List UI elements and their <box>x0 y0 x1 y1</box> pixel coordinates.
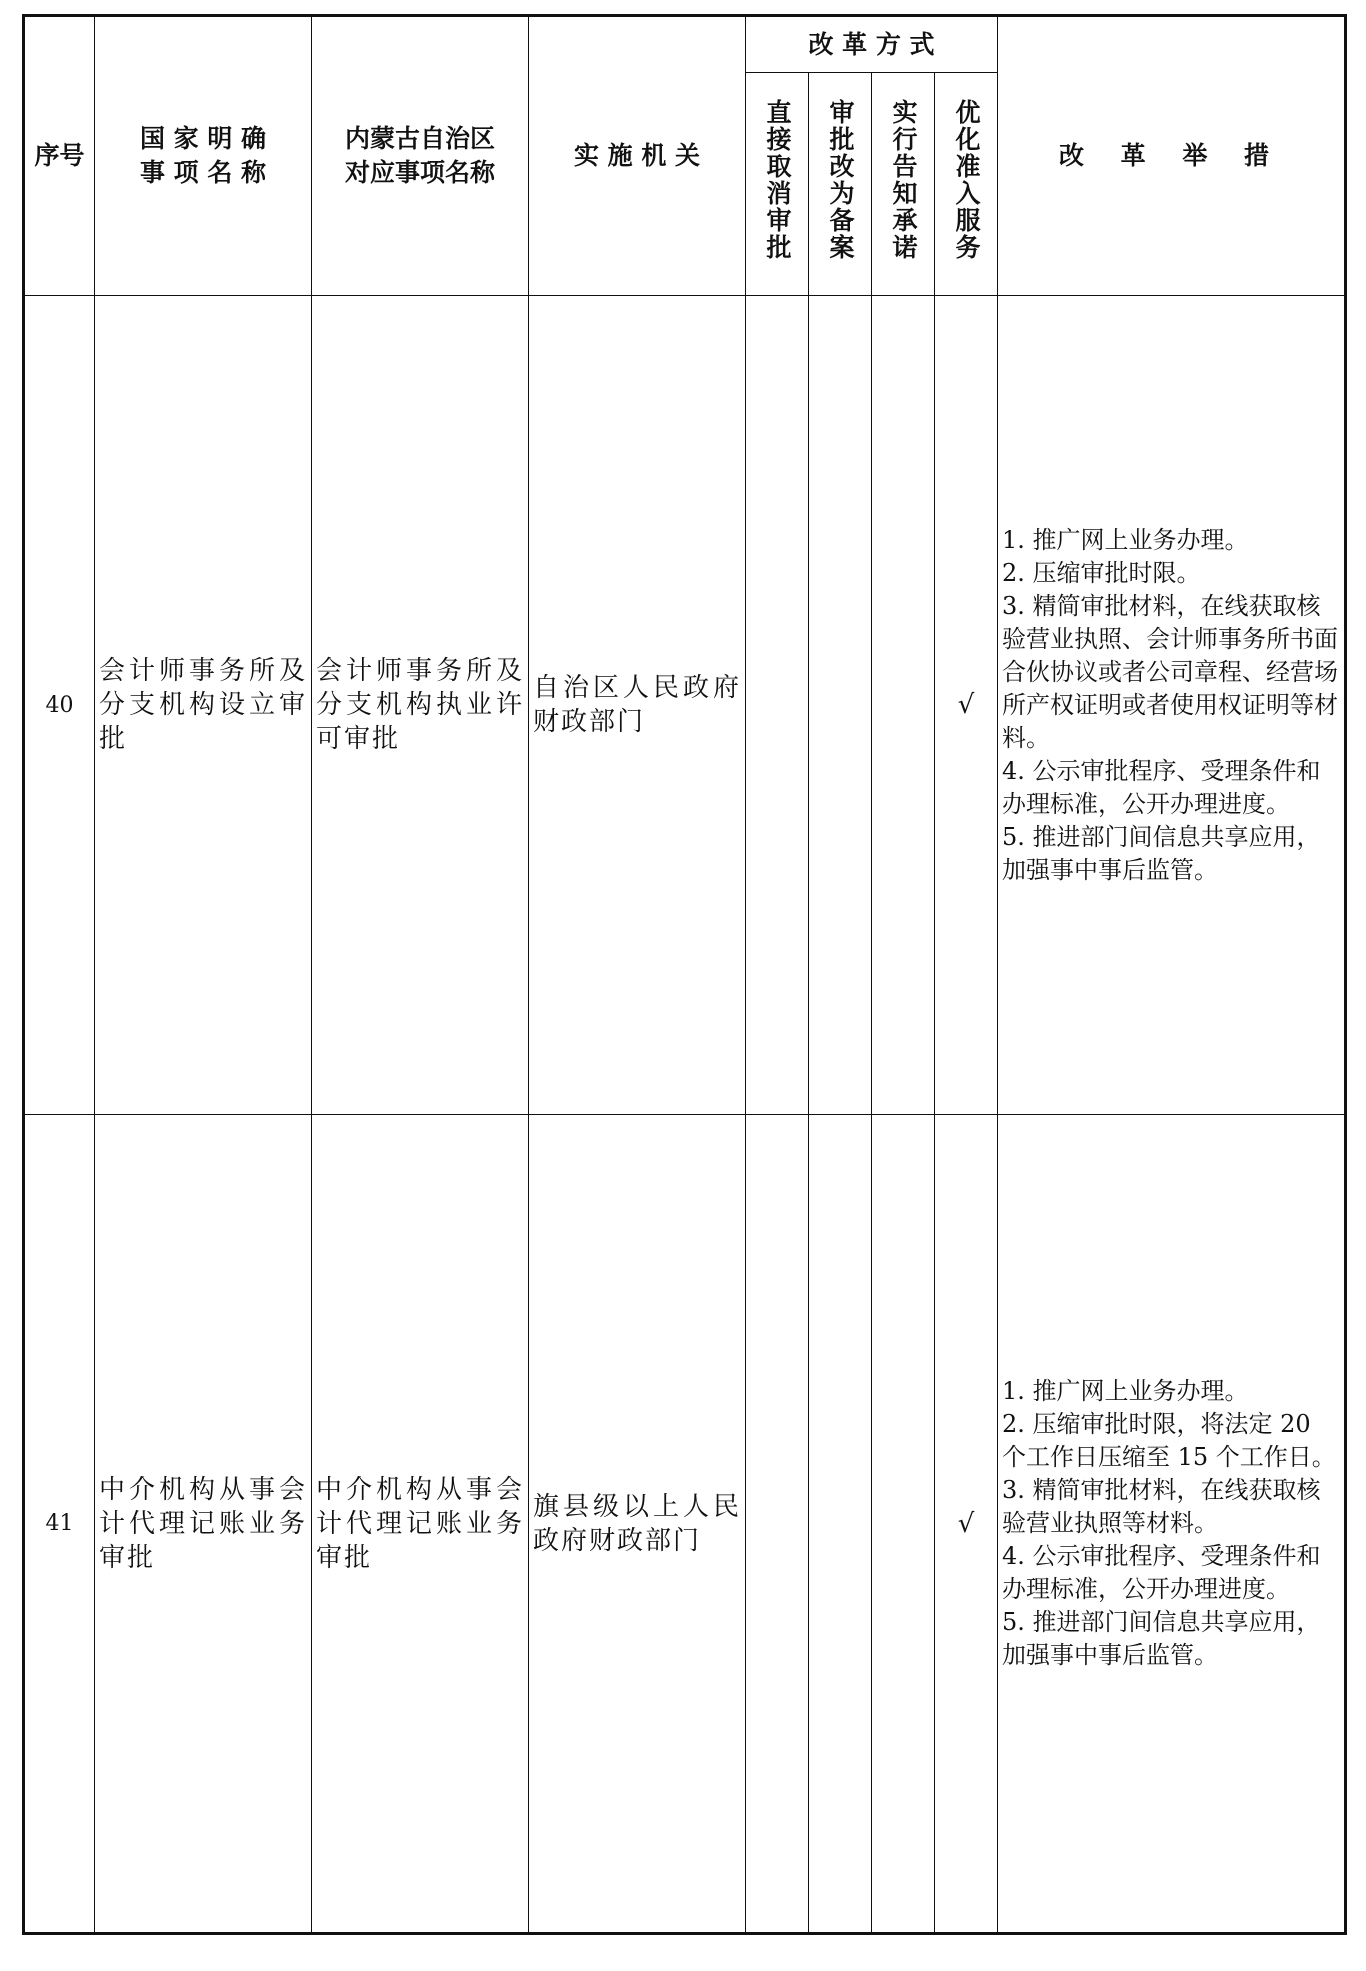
row-optimize-mark: √ <box>935 296 998 1115</box>
measure-item: 3. 精简审批材料，在线获取核验营业执照、会计师事务所书面合伙协议或者公司章程、经营场所产权证明或者使用权证明等材料。 <box>1002 591 1338 752</box>
row-seq: 41 <box>24 1115 95 1934</box>
measure-item: 4. 公示审批程序、受理条件和办理标准，公开办理进度。 <box>1002 756 1321 818</box>
row-region-item: 会计师事务所及分支机构执业许可审批 <box>312 296 529 1115</box>
reform-table <box>22 14 1347 1935</box>
table-row <box>24 1115 1346 1934</box>
measure-item: 5. 推进部门间信息共享应用，加强事中事后监管。 <box>1002 822 1321 884</box>
measure-item: 2. 压缩审批时限。 <box>1002 558 1201 587</box>
row-measures <box>998 296 1346 1115</box>
row-commitment-mark <box>872 1115 935 1934</box>
row-commitment-mark <box>872 296 935 1115</box>
row-region-item: 中介机构从事会计代理记账业务审批 <box>312 1115 529 1934</box>
row-cancel-mark <box>746 1115 809 1934</box>
header-measures: 改 革 举 措 <box>998 16 1346 296</box>
header-region-item: 内蒙古自治区 对应事项名称 <box>312 16 529 296</box>
row-filing-mark <box>809 1115 872 1934</box>
measure-item: 1. 推广网上业务办理。 <box>1002 1377 1249 1405</box>
measure-item: 1. 推广网上业务办理。 <box>1002 525 1249 554</box>
header-national-item: 国 家 明 确 事 项 名 称 <box>95 16 312 296</box>
header-mode-optimize: 优化准入服务 <box>952 98 981 261</box>
header-seq: 序号 <box>24 16 95 296</box>
header-row-1 <box>24 16 1346 73</box>
header-mode-cancel: 直接取消审批 <box>763 98 792 261</box>
measure-item: 5. 推进部门间信息共享应用，加强事中事后监管。 <box>1002 1608 1321 1669</box>
measure-item: 3. 精简审批材料，在线获取核验营业执照等材料。 <box>1002 1476 1321 1537</box>
header-mode-commitment: 实行告知承诺 <box>889 98 918 261</box>
row-authority: 旗县级以上人民政府财政部门 <box>529 1115 746 1934</box>
measure-item: 4. 公示审批程序、受理条件和办理标准，公开办理进度。 <box>1002 1542 1321 1603</box>
row-seq: 40 <box>24 296 95 1115</box>
row-measures <box>998 1115 1346 1934</box>
header-authority: 实 施 机 关 <box>529 16 746 296</box>
header-mode-filing: 审批改为备案 <box>826 98 855 261</box>
row-cancel-mark <box>746 296 809 1115</box>
header-reform-mode: 改 革 方 式 <box>746 16 998 73</box>
row-authority: 自治区人民政府财政部门 <box>529 296 746 1115</box>
row-optimize-mark: √ <box>935 1115 998 1934</box>
measure-item: 2. 压缩审批时限，将法定 20 个工作日压缩至 15 个工作日。 <box>1002 1410 1336 1471</box>
row-filing-mark <box>809 296 872 1115</box>
row-national-item: 中介机构从事会计代理记账业务审批 <box>95 1115 312 1934</box>
table-row <box>24 296 1346 1115</box>
row-national-item: 会计师事务所及分支机构设立审批 <box>95 296 312 1115</box>
